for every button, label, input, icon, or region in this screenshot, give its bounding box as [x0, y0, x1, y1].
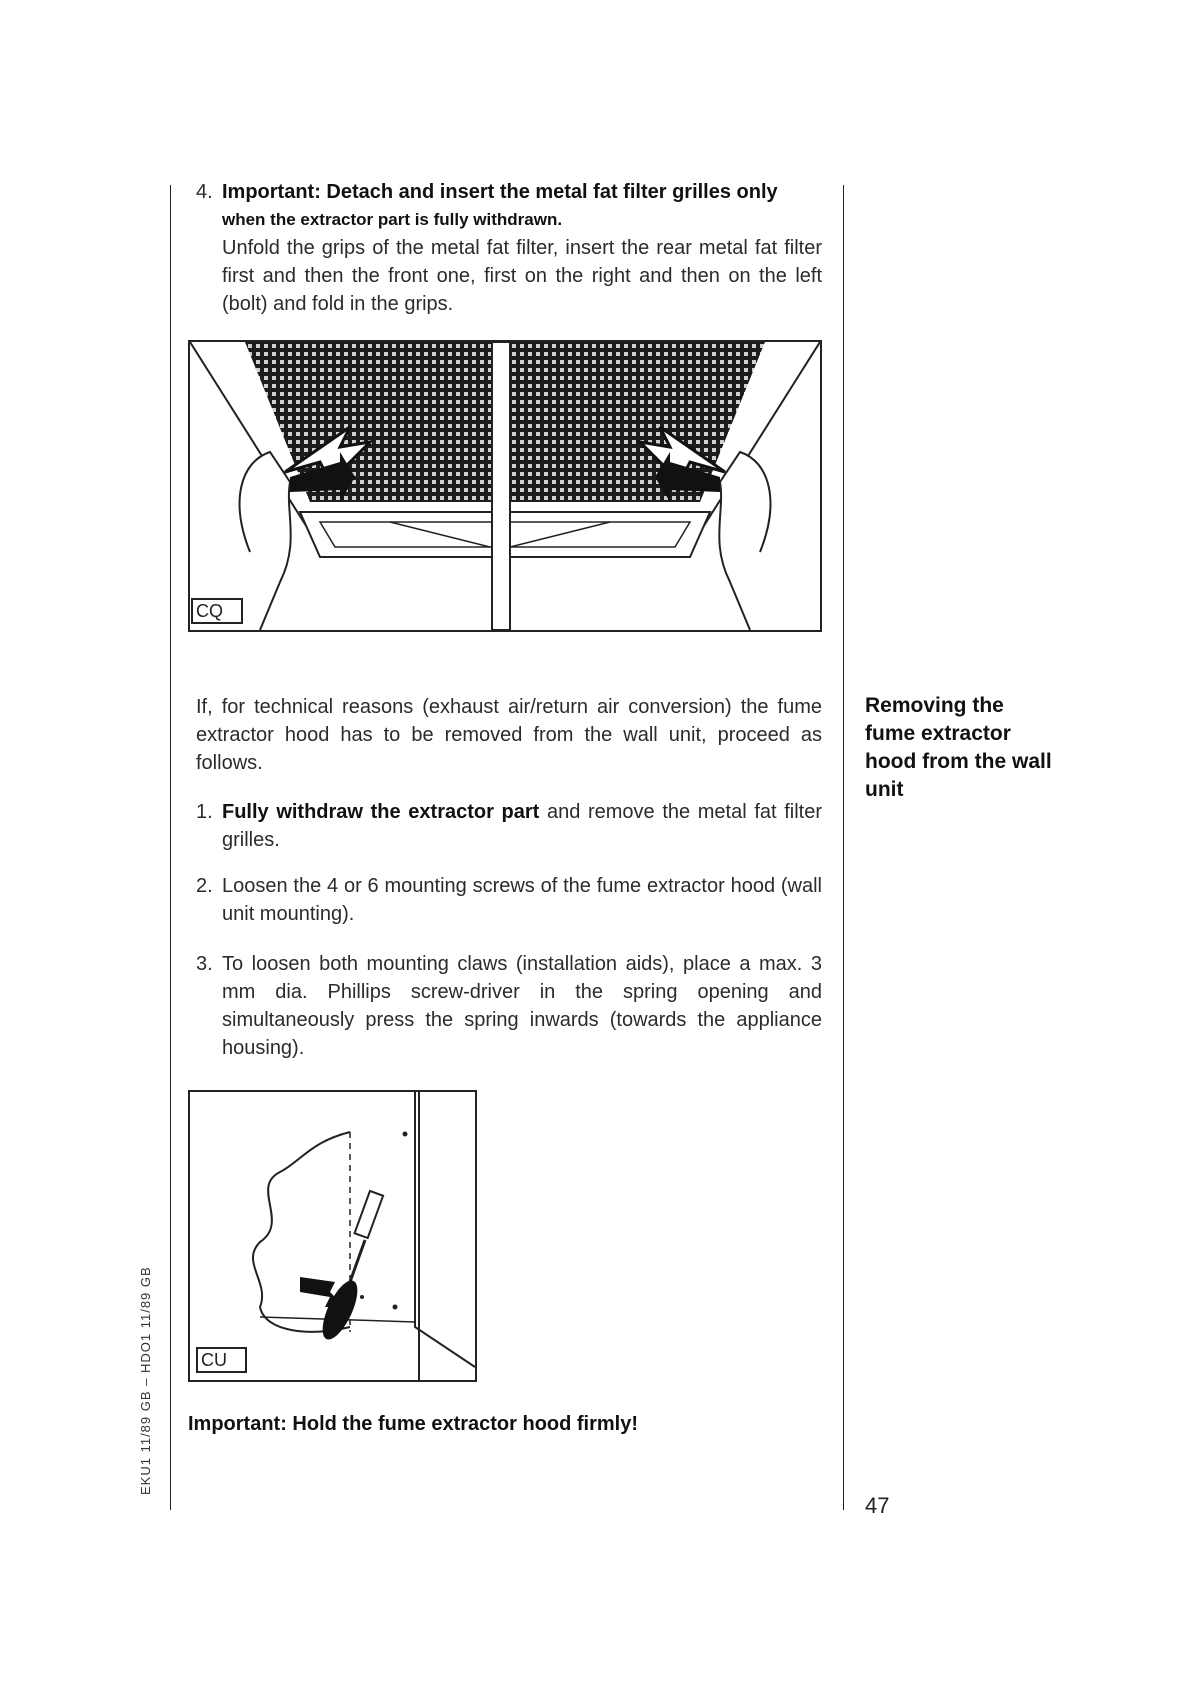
screwdriver-claw-illustration	[190, 1092, 475, 1380]
left-margin-rule	[170, 185, 171, 1510]
step-2	[196, 872, 822, 928]
step-4	[196, 178, 822, 318]
step-3-number: 3.	[196, 953, 213, 975]
step-2-number: 2.	[196, 875, 213, 897]
step-1-number: 1.	[196, 801, 213, 823]
step-3	[196, 950, 822, 1062]
figure-cu	[188, 1090, 477, 1382]
important-note: Important: Hold the fume extractor hood firmly!	[188, 1413, 639, 1435]
side-heading: Removing the fume extractor hood from the wall unit	[865, 694, 1052, 801]
step-1	[196, 798, 822, 854]
figure-cq-label: CQ	[191, 598, 243, 624]
figure-cu-label: CU	[196, 1347, 247, 1373]
step-4-number: 4.	[196, 181, 213, 203]
step-4-text: Unfold the grips of the metal fat filter, insert the rear metal fat filter first and then the front one, first on the right and then on the left (bolt) and fold in the grips.	[222, 237, 822, 315]
step-4-heading: Important: Detach and insert the metal fat filter grilles only	[222, 181, 778, 203]
figure-cq	[188, 340, 822, 632]
step-3-text: To loosen both mounting claws (installation aids), place a max. 3 mm dia. Phillips screw-driver in the spring opening and simultaneously press the spring inwards (towards the appliance housing).	[222, 953, 822, 1059]
step-2-text: Loosen the 4 or 6 mounting screws of the fume extractor hood (wall unit mounting).	[222, 875, 822, 925]
right-margin-rule	[843, 185, 844, 1510]
page-number: 47	[865, 1493, 890, 1518]
step-1-bold: Fully withdraw the extractor part	[222, 801, 540, 823]
step-4-subheading: when the extractor part is fully withdrawn.	[222, 210, 563, 229]
intro-paragraph: If, for technical reasons (exhaust air/return air conversion) the fume extractor hood has to be removed from the wall unit, proceed as follows.	[196, 696, 822, 774]
filter-insertion-illustration	[190, 342, 820, 630]
footer-code: EKU1 11/89 GB – HDO1 11/89 GB	[138, 1266, 153, 1495]
step-1-text: and remove the metal fat filter grilles.	[222, 801, 822, 851]
